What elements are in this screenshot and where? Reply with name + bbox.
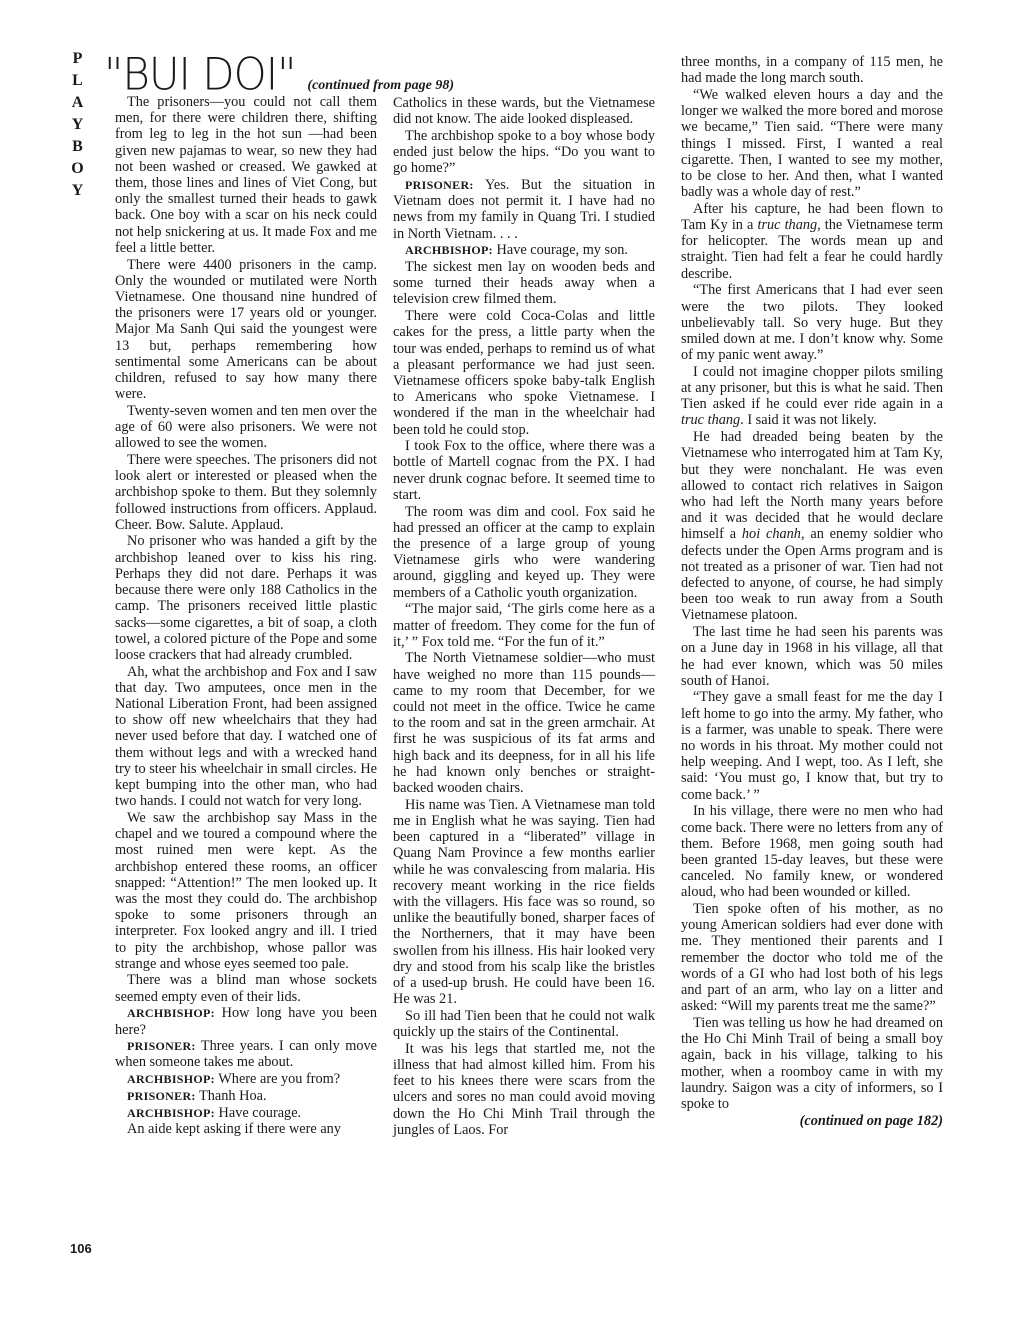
paragraph: [393, 128, 655, 177]
paragraph: [115, 1105, 377, 1121]
paragraph: [681, 624, 943, 689]
masthead-letter: A: [71, 94, 85, 111]
text-column-1: [115, 94, 377, 1138]
paragraph-text: There was a blind man whose sockets seemed empty even of their lids.: [115, 972, 377, 1005]
paragraph: [115, 403, 377, 452]
foreign-term: hoi chanh: [741, 526, 801, 543]
paragraph: [115, 1038, 377, 1070]
speaker-label: ARCHBISHOP:: [127, 1006, 215, 1021]
paragraph-text: There were 4400 prisoners in the camp. Only the wounded or mutilated were North Vietnamese. One thousand nine hundred of the prisoners were 17 years old or younger. Major Ma Sanh Qui said the youngest were 13 but, perhaps remembering how sentimental some Americans can be about children, refused to say how many there were.: [115, 256, 377, 403]
paragraph: [393, 259, 655, 308]
paragraph-text: Thanh Hoa.: [195, 1087, 267, 1104]
paragraph: [681, 87, 943, 200]
paragraph-text: “The major said, ‘The girls come here as a matter of freedom. They come for the fun of it,’ ” Fox told me. “For the fun of it.”: [393, 601, 655, 650]
article-title-block: [104, 48, 455, 101]
paragraph-text: The prisoners—you could not call them men, for there were children there, shifting from leg to leg in the hot sun —had been given new pajamas to wear, so new they had not been washed or creased. We gawked at them, those lines and lines of Viet Cong, but only the smallest turned their heads to gawk back. One boy with a scar on his neck could not help snickering at us. It made Fox and me feel a little better.: [115, 94, 377, 256]
masthead-letter: L: [72, 72, 84, 89]
masthead-letter: P: [72, 50, 84, 67]
paragraph-text: No prisoner who was handed a gift by the archbishop leaned over to kiss his ring. Perhaps they did not dare. Perhaps it was because there were only 188 Catholics in the camp. The prisoners received little plastic sacks—some cigarettes, a bit of soap, a cloth towel, a colored picture of the Pope and some loose crackers that had already crumbled.: [115, 533, 377, 663]
paragraph-text: “They gave a small feast for me the day I left home to go into the army. My father, who is a farmer, was unable to speak. There were no words in his throat. My mother could not help weeping. And I wept, too. As I left, she said: ‘You must go, I know that, but try to come back.’ ”: [681, 689, 943, 803]
speaker-label: ARCHBISHOP:: [127, 1072, 215, 1087]
magazine-sidebar-masthead: [62, 48, 94, 202]
paragraph: [393, 797, 655, 1008]
paragraph: [393, 601, 655, 650]
paragraph-text: Yes. But the situation in Vietnam does not permit it. I have had no news from my family in Quang Tri. I studied in North Vietnam. . . .: [393, 177, 655, 242]
paragraph: [115, 1088, 377, 1104]
paragraph-text: He had dreaded being beaten by the Vietnamese who interrogated him at Tam Ky, but they were nonchalant. He was even allowed to contact rich relatives in Saigon who had left the North many years before and it was decided that he would declare himself a: [681, 429, 943, 543]
paragraph-text: Tien spoke often of his mother, as no young American soldiers had ever done with me. They mentioned their parents and I remember the doctor who told me of the words of a GI who had lost both of his legs and part of an arm, who lay on a litter and asked: “Will my parents treat me the same?”: [681, 901, 943, 1015]
paragraph: [681, 201, 943, 282]
masthead-letter: O: [71, 160, 85, 177]
paragraph-text: There were speeches. The prisoners did not look alert or interested or pleased when the archbishop spoke to them. But they solemnly followed instructions from officers. Applaud. Cheer. Bow. Salute. Applaud.: [115, 451, 377, 533]
paragraph-text: After his capture, he had been flown to Tam Ky in a: [681, 200, 943, 234]
paragraph-text: The North Vietnamese soldier—who must have weighed no more than 115 pounds—came to my room that December, for we could not meet in the office. Twice he came to the room and sat in the green armchair. At first he was suspicious of its fat arms and high back and its deepness, for in all his life he had known only benches or straight-backed wooden chairs.: [393, 650, 655, 797]
paragraph: [115, 257, 377, 403]
paragraph-text: How long have you been here?: [115, 1005, 377, 1038]
speaker-label: ARCHBISHOP:: [405, 243, 493, 258]
paragraph-text: , an enemy soldier who defects under the Open Arms program and is not treated as a prisoner of war. Tien had not defected to anyone, of course, he had simply been too weak to run away from a South Vietnamese platoon.: [681, 526, 943, 624]
paragraph: [393, 308, 655, 438]
paragraph-text: In his village, there were no men who had come back. There were no letters from any of them. Before 1968, men going south had been granted 15-day leaves, but these were canceled. No family knew, or wondered aloud, who had been wounded or killed.: [681, 803, 943, 901]
paragraph: [681, 54, 943, 86]
paragraph: [115, 94, 377, 256]
paragraph: [681, 901, 943, 1014]
continued-on-label: (continued on page 182): [799, 1112, 943, 1129]
paragraph: [393, 95, 655, 127]
paragraph: [115, 1005, 377, 1037]
paragraph: [115, 452, 377, 533]
paragraph-text: We saw the archbishop say Mass in the chapel and we toured a compound where the most ruined men were kept. As the archbishop entered these rooms, an officer snapped: “Attention!” The men looked up. It was the most they could do. The archbishop spoke to some prisoners through an interpreter. Fox looked angry and ill. I tried to pity the archbishop, whose pallor was strange and whose eyes seemed too pale.: [115, 809, 377, 972]
masthead-letter: Y: [71, 116, 85, 133]
paragraph-text: Twenty-seven women and ten men over the age of 60 were also prisoners. We were not allowed to see the women.: [115, 402, 377, 452]
paragraph: [393, 438, 655, 503]
paragraph-text: Have courage.: [214, 1104, 302, 1121]
paragraph: [393, 1041, 655, 1138]
paragraph: [393, 242, 655, 258]
paragraph: [393, 1008, 655, 1040]
paragraph: [115, 664, 377, 810]
paragraph-text: I took Fox to the office, where there was a bottle of Martell cognac from the PX. I had never drunk cognac before. It seemed time to start.: [393, 438, 655, 503]
paragraph-text: “We walked eleven hours a day and the longer we walked the more bored and morose we became,” Tien said. “There were many things I missed. First, I wanted a real cigarette. Then, I wanted to see my mother, to be close to her. And then, what I wanted badly was a whole day of rest.”: [681, 86, 943, 201]
paragraph-text: The sickest men lay on wooden beds and some turned their heads away when a television crew filmed them.: [393, 259, 655, 308]
paragraph-text: Have courage, my son.: [492, 242, 628, 259]
paragraph-text: Tien was telling us how he had dreamed on the Ho Chi Minh Trail of being a small boy again, back in his village, talking to his mother, when a roomboy came in with my laundry. Saigon was a city of informers, so I spoke to: [681, 1014, 943, 1112]
speaker-label: PRISONER:: [405, 178, 474, 193]
paragraph-text: Three years. I can only move when someone takes me about.: [115, 1038, 377, 1071]
masthead-letter: B: [72, 138, 84, 155]
paragraph-text: An aide kept asking if there were any: [127, 1121, 341, 1138]
paragraph: [115, 972, 377, 1004]
paragraph: [393, 177, 655, 242]
paragraph-text: . I said it was not likely.: [740, 412, 877, 429]
speaker-label: PRISONER:: [127, 1088, 196, 1103]
paragraph-text: His name was Tien. A Vietnamese man told me in English what he was saying. Tien had been captured in a “liberated” village in Quang Nam Province a few months earlier while he was convalescing from malaria. His recovery meant working in the rice fields with the villagers. His face was so round, so unlike the beautifully boned, sharper faces of the Northerners, that it may have been swollen from his illness. His hair looked very dry and stood from his scalp like the bristles of a used-up brush. He could have been 16. He was 21.: [393, 796, 655, 1008]
paragraph: [681, 282, 943, 363]
paragraph-text: I could not imagine chopper pilots smiling at any prisoner, but this is what he said. Then Tien asked if he could ever ride again in a: [681, 363, 943, 413]
masthead-letter: Y: [71, 182, 85, 199]
paragraph: [681, 689, 943, 802]
speaker-label: PRISONER:: [127, 1039, 196, 1054]
paragraph-text: The last time he had seen his parents was on a June day in 1968 in his village, all that he had ever known, which was 50 miles south of Hanoi.: [681, 624, 943, 689]
paragraph: [115, 810, 377, 972]
paragraph-text: Ah, what the archbishop and Fox and I saw that day. Two amputees, once men in the National Liberation Front, had been assigned to show off new wheelchairs that they had never used before that day. I watched one of them without legs and with a wrecked hand try to steer his wheelchair in small circles. He kept bumping into the other man, who had two hands. I could not watch for very long.: [115, 663, 377, 810]
paragraph-text: three months, in a company of 115 men, he had made the long march south.: [681, 54, 943, 87]
paragraph: [681, 803, 943, 900]
foreign-term: truc thang: [757, 217, 818, 234]
paragraph-text: Catholics in these wards, but the Vietnamese did not know. The aide looked displeased.: [393, 95, 655, 128]
paragraph: [393, 650, 655, 796]
text-column-2: [393, 95, 655, 1139]
paragraph-text: , the Vietnamese term for helicopter. The words mean up and straight. Tien had felt a fear he could hardly describe.: [681, 217, 944, 282]
paragraph: [393, 504, 655, 601]
paragraph-text: So ill had Tien been that he could not walk quickly up the stairs of the Continental.: [393, 1007, 655, 1041]
paragraph-text: There were cold Coca-Colas and little cakes for the press, a little party when the tour was ended, perhaps to remind us of what a pleasant performance we had just seen. Vietnamese officers spoke baby-talk English to Americans who spoke Vietnamese. I wondered if the man in the wheelchair had been told he could stop.: [393, 308, 655, 438]
paragraph-text: The room was dim and cool. Fox said he had pressed an officer at the camp to explain the presence of a large group of young Vietnamese girls who were wandering around, giggling and keyed up. They were members of a Catholic youth organization.: [393, 503, 655, 601]
paragraph: [681, 364, 943, 429]
paragraph-text: “The first Americans that I had ever seen were the two pilots. They looked unbelievably tall. So very huge. But they smiled down at me. I don’t know why. Some of my panic went away.”: [681, 282, 943, 364]
text-column-3: [681, 54, 943, 1129]
paragraph-text: It was his legs that startled me, not the illness that had almost killed him. From his feet to his knees there were scars from the ulcers and sores no man could avoid moving down the Ho Chi Minh Trail through the jungles of Laos. For: [393, 1040, 655, 1138]
paragraph: [681, 429, 943, 623]
page-number: 106: [70, 1241, 92, 1256]
continued-from-label: (continued from page 98): [307, 78, 455, 93]
paragraph: [115, 1071, 377, 1087]
article-title: "BUI DOI": [104, 48, 296, 101]
paragraph: [115, 533, 377, 663]
speaker-label: ARCHBISHOP:: [127, 1105, 215, 1120]
paragraph: [115, 1121, 377, 1137]
foreign-term: truc thang: [681, 412, 741, 429]
paragraph: [681, 1015, 943, 1112]
paragraph-text: The archbishop spoke to a boy whose body ended just below the hips. “Do you want to go home?”: [393, 127, 655, 177]
paragraph-text: Where are you from?: [214, 1071, 341, 1088]
